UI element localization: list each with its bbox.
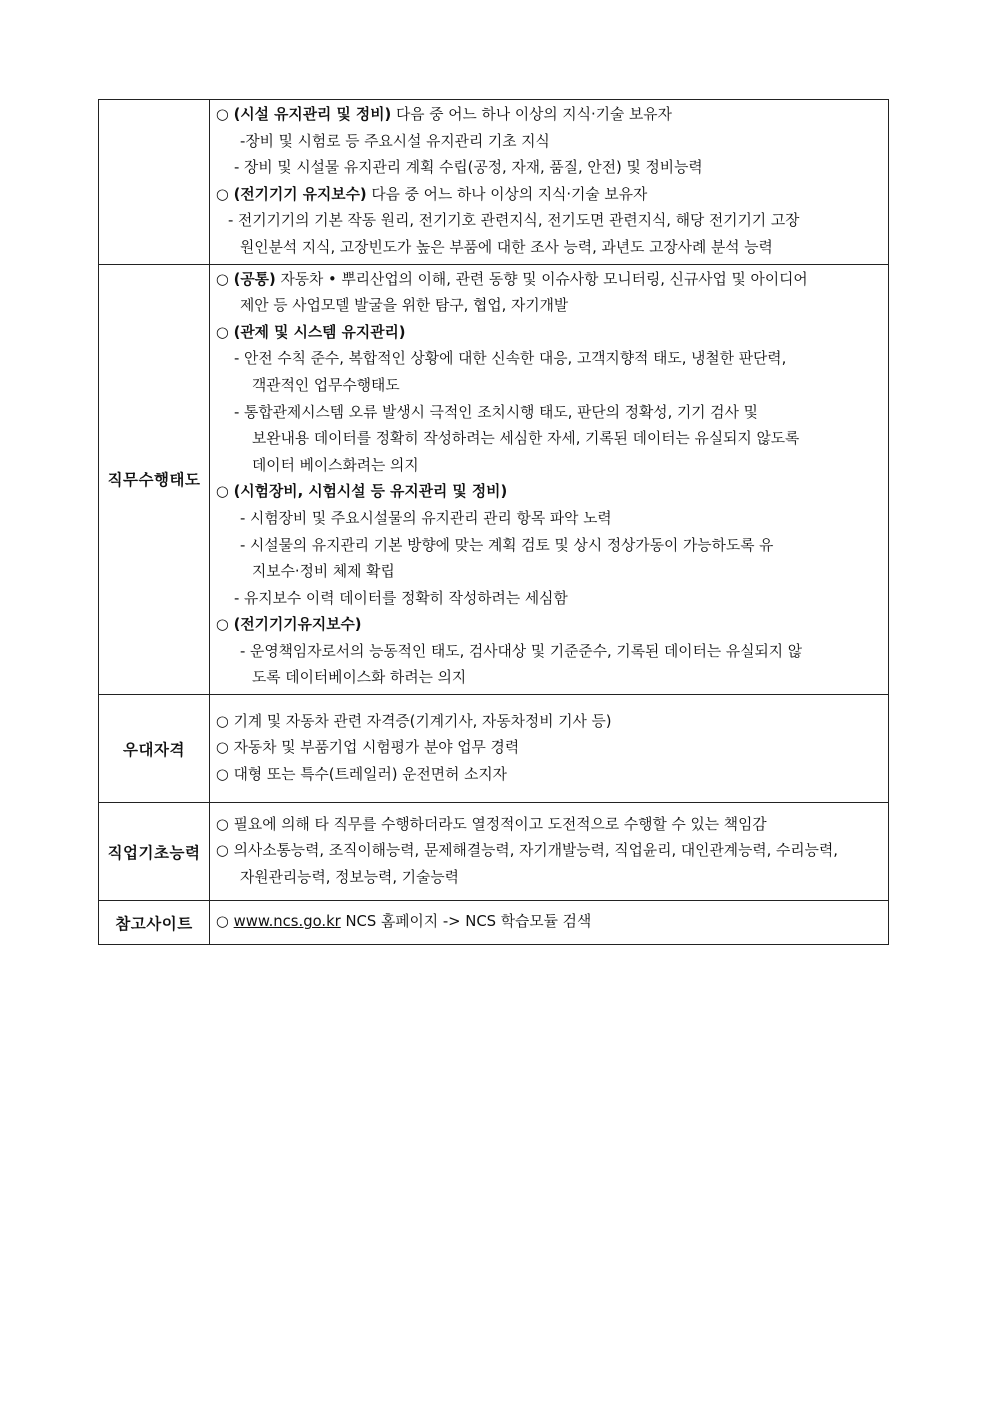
ncs-site-link[interactable]: www.ncs.go.kr: [233, 913, 341, 931]
list-item: 자원관리능력, 정보능력, 기술능력: [240, 868, 459, 886]
basic-ability-row: [99, 803, 889, 901]
basic-ability-header: 직업기초능력: [99, 803, 210, 901]
preferred-content: [210, 695, 889, 803]
list-item: 원인분석 지식, 고장빈도가 높은 부품에 대한 조사 능력, 과년도 고장사례 분석 능력: [240, 238, 773, 256]
list-item: ○ 자동차 및 부품기업 시험평가 분야 업무 경력: [216, 739, 520, 757]
reference-content: [210, 901, 889, 945]
attitude-header: 직무수행태도: [99, 264, 210, 695]
ncs-job-description-table: [98, 99, 889, 945]
reference-header: 참고사이트: [99, 901, 210, 945]
attitude-content: [210, 264, 889, 695]
list-item: - 운영책임자로서의 능동적인 태도, 검사대상 및 기준준수, 기록된 데이터는 유실되지 않: [240, 642, 803, 660]
reference-row: [99, 901, 889, 945]
list-item: ○ (전기기기유지보수): [216, 616, 362, 634]
list-item: ○ 필요에 의해 타 직무를 수행하더라도 열정적이고 도전적으로 수행할 수 있는 책임감: [216, 815, 767, 833]
attitude-row: [99, 264, 889, 695]
basic-ability-content: [210, 803, 889, 901]
list-item: 객관적인 업무수행태도: [252, 376, 400, 394]
list-item: ○ www.ncs.go.kr NCS 홈페이지 -> NCS 학습모듈 검색: [216, 913, 592, 931]
list-item: 데이터 베이스화려는 의지: [252, 456, 419, 474]
preferred-row: [99, 695, 889, 803]
list-item: - 유지보수 이력 데이터를 정확히 작성하려는 세심함: [234, 589, 568, 607]
list-item: ○ 의사소통능력, 조직이해능력, 문제해결능력, 자기개발능력, 직업윤리, 대인관계능력, 수리능력,: [216, 842, 838, 860]
list-item: - 전기기기의 기본 작동 원리, 전기기호 관련지식, 전기도면 관련지식, 해당 전기기기 고장: [228, 212, 800, 230]
list-item: 제안 등 사업모델 발굴을 위한 탐구, 협업, 자기개발: [240, 297, 569, 315]
knowledge-header-cell: [99, 100, 210, 265]
list-item: 도록 데이터베이스화 하려는 의지: [252, 669, 467, 687]
preferred-header: 우대자격: [99, 695, 210, 803]
list-item: ○ (관제 및 시스템 유지관리): [216, 323, 406, 341]
list-item: - 안전 수칙 준수, 복합적인 상황에 대한 신속한 대응, 고객지향적 태도, 냉철한 판단력,: [234, 350, 787, 368]
list-item: - 통합관제시스템 오류 발생시 극적인 조치시행 태도, 판단의 정확성, 기기 검사 및: [234, 403, 758, 421]
list-item: 보완내용 데이터를 정확히 작성하려는 세심한 자세, 기록된 데이터는 유실되지 않도록: [252, 430, 800, 448]
list-item: 지보수·정비 체제 확립: [252, 563, 395, 581]
knowledge-continuation-row: [99, 100, 889, 265]
knowledge-content-cell: [210, 100, 889, 265]
list-item: ○ 기계 및 자동차 관련 자격증(기계기사, 자동차정비 기사 등): [216, 712, 612, 730]
list-item: ○ 대형 또는 특수(트레일러) 운전면허 소지자: [216, 765, 507, 783]
list-item: - 시험장비 및 주요시설물의 유지관리 관리 항목 파악 노력: [240, 509, 612, 527]
list-item: -장비 및 시험로 등 주요시설 유지관리 기초 지식: [240, 132, 550, 150]
list-item: - 장비 및 시설물 유지관리 계획 수립(공정, 자재, 품질, 안전) 및 정비능력: [234, 159, 703, 177]
list-item: ○ (공통) 자동차 • 뿌리산업의 이해, 관련 동향 및 이슈사항 모니터링, 신규사업 및 아이디어: [216, 270, 808, 288]
list-item: ○ (시험장비, 시험시설 등 유지관리 및 정비): [216, 483, 508, 501]
list-item: ○ (시설 유지관리 및 정비) 다음 중 어느 하나 이상의 지식·기술 보유자: [216, 106, 672, 123]
list-item: ○ (전기기기 유지보수) 다음 중 어느 하나 이상의 지식·기술 보유자: [216, 185, 648, 203]
list-item: - 시설물의 유지관리 기본 방향에 맞는 계획 검토 및 상시 정상가동이 가능하도록 유: [240, 536, 774, 554]
